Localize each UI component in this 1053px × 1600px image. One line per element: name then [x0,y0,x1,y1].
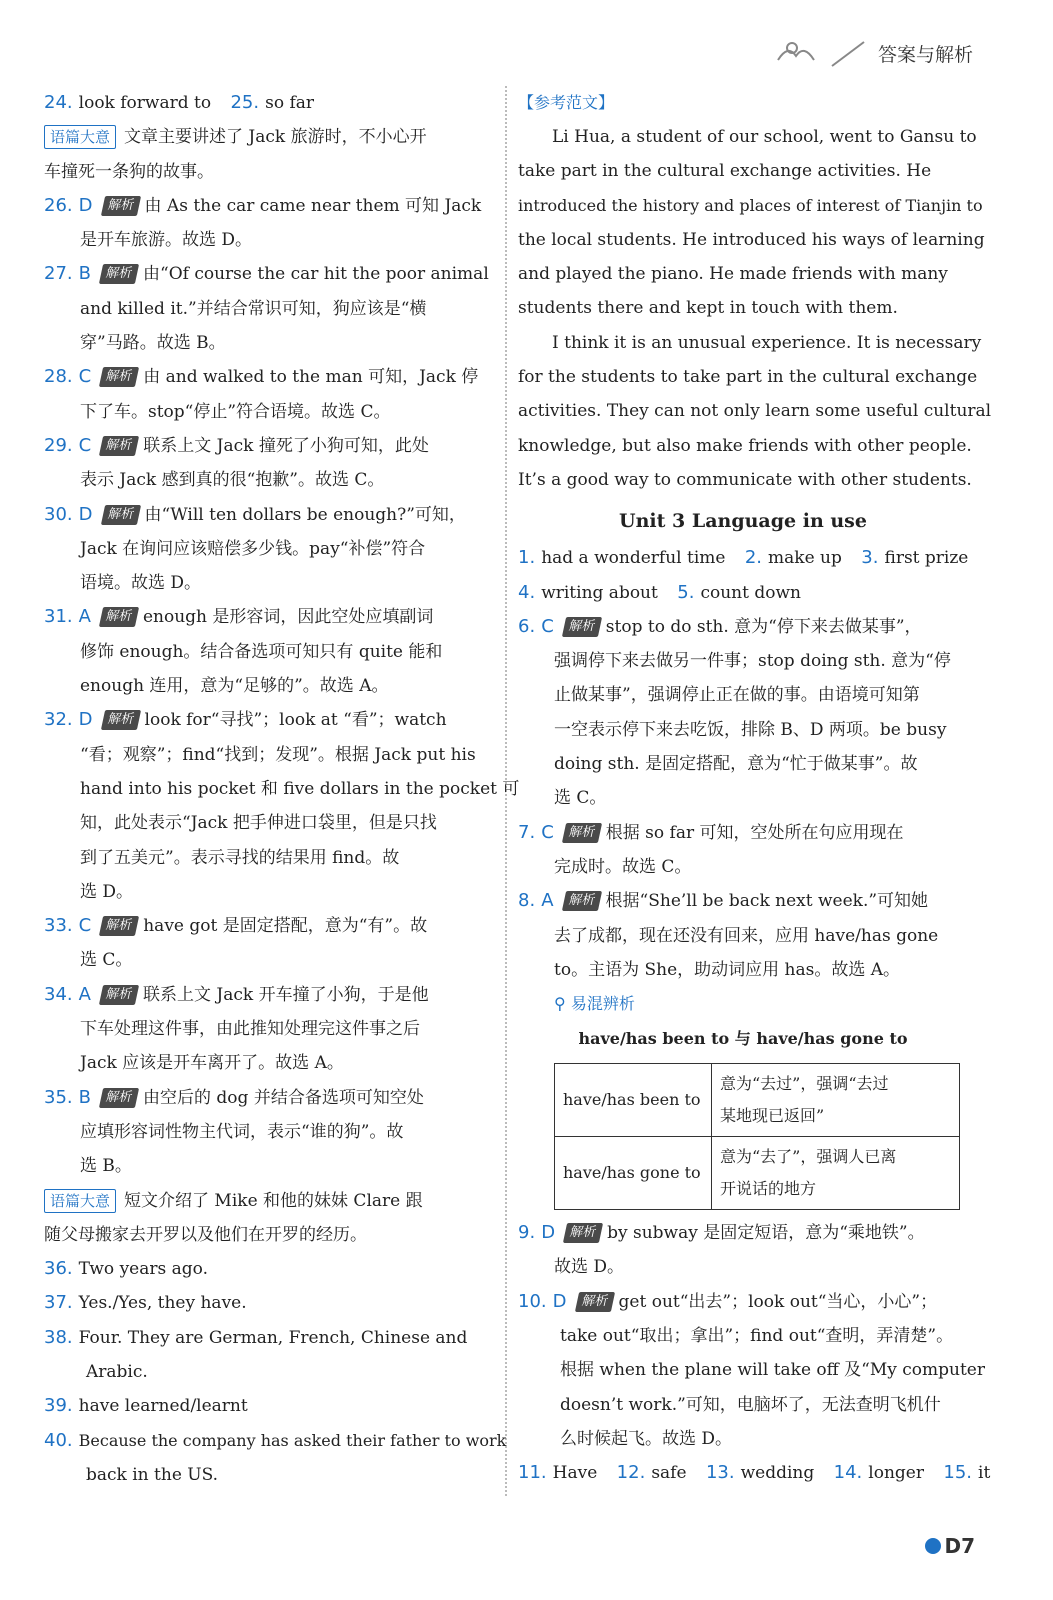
q-answer: B [78,263,91,285]
answer-text: Four. They are German, French, Chinese and [78,1327,468,1348]
analysis-badge: 解析 [100,505,140,525]
q39 [44,1389,494,1423]
explanation-line: to。主语为 She，助动词应用 has。故选 A。 [554,959,901,980]
analysis-badge: 解析 [99,916,139,936]
explanation-line: 应填形容词性物主代词，表示“谁的狗”。故 [80,1121,404,1142]
table-cell-value [712,1064,960,1137]
analysis-badge: 解析 [99,985,139,1005]
explanation-line: 一空表示停下来去吃饭，排除 B、D 两项。be busy [554,719,947,740]
explanation-line: have got 是固定搭配，意为“有”。故 [143,916,428,937]
explanation-line: 由空后的 dog 并结合备选项可知空处 [143,1087,424,1108]
answer-text: Arabic. [86,1361,148,1382]
explanation-line: 止做某事”，强调停止正在做的事。由语境可知第 [554,685,920,706]
reference-essay-title: 【参考范文】 [518,93,615,112]
cell-line: 开说话的地方 [720,1179,817,1199]
q-number: 7. [518,821,536,843]
explanation-line: 选 C。 [80,950,133,971]
q-number: 1. [518,547,536,569]
answer-text: have learned/learnt [78,1396,248,1417]
explanation-line: 故选 D。 [554,1257,625,1278]
explanation-line: Jack 应该是开车离开了。故选 A。 [80,1053,344,1074]
essay-line: Li Hua, a student of our school, went to Gansu to [552,127,977,147]
explanation-line: stop to do sth. 意为“停下来去做某事”， [605,616,922,637]
analysis-badge: 解析 [99,436,139,456]
cell-line: 意为“去过”，强调“去过 [720,1074,889,1094]
q-number: 32. [44,709,73,731]
q-number: 34. [44,983,73,1005]
q-number: 37. [44,1292,73,1314]
q-answer: A [78,983,91,1005]
summary-1 [44,120,494,154]
q-answer: D [78,709,93,731]
q-number: 15. [943,1462,973,1484]
explanation-line: hand into his pocket 和 five dollars in the pocket 可 [80,778,520,799]
answer-text: had a wonderful time [541,548,726,569]
explanation-line: 根据 when the plane will take off 及“My computer [560,1360,985,1381]
q-number: 39. [44,1395,73,1417]
explanation-line: 选 B。 [80,1156,132,1177]
answer-text: Yes./Yes, they have. [78,1293,247,1314]
explanation-line: 修饰 enough。结合备选项可知只有 quite 能和 [80,641,443,662]
q35 [44,1081,494,1115]
q-number: 13. [705,1462,735,1484]
q7 [518,816,968,850]
essay-line: activities. They can not only learn some useful cultural [518,401,992,422]
answers-11-15 [518,1456,991,1490]
analysis-badge: 解析 [99,607,139,627]
analysis-badge: 解析 [563,1223,603,1243]
analysis-badge: 解析 [99,1088,139,1108]
q25-number: 25. [230,92,260,113]
explanation-line: 由“Of course the car hit the poor animal [143,264,489,285]
q9 [518,1216,968,1250]
q40 [44,1424,507,1458]
explanation-line: 穿”马路。故选 B。 [80,333,226,354]
analysis-badge: 解析 [99,367,139,387]
essay-line: I think it is an unusual experience. It is necessary [552,332,982,353]
q36 [44,1252,494,1286]
cell-line: 意为“去了”，强调人已离 [720,1147,897,1167]
essay-line: students there and kept in touch with them. [518,298,898,319]
explanation-line: take out“取出；拿出”；find out“查明，弄清楚”。 [560,1326,954,1347]
q-number: 31. [44,606,73,628]
q-answer: A [541,890,554,912]
explanation-line: 由 and walked to the man 可知，Jack 停 [143,367,479,388]
q-number: 12. [616,1462,646,1484]
summary-line: 短文介绍了 Mike 和他的妹妹 Clare 跟 [124,1190,423,1211]
explanation-line: 到了五美元”。表示寻找的结果用 find。故 [80,847,400,868]
summary-label: 语篇大意 [44,125,116,149]
table-title: have/has been to 与 have/has gone to [578,1029,908,1049]
explanation-line: 选 C。 [554,788,607,809]
q-number: 28. [44,366,73,388]
q31 [44,600,494,634]
answer-text: Have [552,1463,598,1484]
q-answer: D [78,503,93,525]
page-marker-dot [925,1538,941,1554]
q-answer: C [541,615,554,637]
explanation-line: 么时候起飞。故选 D。 [560,1428,733,1449]
summary-label: 语篇大意 [44,1189,116,1213]
q-number: 4. [518,581,536,603]
explanation-line: 下车处理这件事，由此推知处理完这件事之后 [80,1019,420,1040]
q38 [44,1321,494,1355]
answer-text: back in the US. [86,1464,219,1485]
q-answer: B [78,1086,91,1108]
q-number: 26. [44,194,73,216]
essay-line: It’s a good way to communicate with other students. [518,469,972,490]
explanation-line: 去了成都，现在还没有回来，应用 have/has gone [554,925,939,946]
analysis-badge: 解析 [100,710,140,730]
explanation-line: doesn’t work.”可知，电脑坏了，无法查明飞机什 [560,1394,941,1415]
q-number: 36. [44,1258,73,1280]
q34 [44,978,494,1012]
explanation-line: 由 As the car came near them 可知 Jack [144,195,482,216]
q-answer: C [78,366,92,388]
confusion-heading [518,987,968,1021]
q-number: 5. [677,581,695,603]
explanation-line: 强调停下来去做另一件事；stop doing sth. 意为“停 [554,651,951,672]
q-answer: C [78,434,92,456]
q37 [44,1286,494,1320]
answer-text: wedding [740,1463,815,1484]
q26 [44,189,494,223]
explanation-line: enough 是形容词，因此空处应填副词 [142,607,434,628]
confusion-icon: ⚲ [554,994,566,1014]
q-number: 9. [518,1222,536,1244]
table-row [555,1064,960,1137]
explanation-line: 语境。故选 D。 [80,573,202,594]
q-number: 10. [518,1290,547,1312]
explanation-line: look for“寻找”；look at “看”；watch [144,710,447,731]
explanation-line: by subway 是固定短语，意为“乘地铁”。 [607,1223,925,1244]
q-number: 14. [833,1462,863,1484]
q32 [44,703,494,737]
q-number: 3. [861,547,879,569]
q-number: 40. [44,1429,73,1451]
q29 [44,429,494,463]
q33 [44,909,494,943]
q-number: 11. [518,1462,547,1484]
page-number: D7 [944,1534,975,1558]
header-title: 答案与解析 [877,43,973,66]
explanation-line: doing sth. 是固定搭配，意为“忙于做某事”。故 [554,754,918,775]
explanation-line: 表示 Jack 感到真的很“抱歉”。故选 C。 [80,470,385,491]
table-cell-value [712,1137,960,1210]
right-column [518,86,992,1491]
comparison-table [554,1063,960,1210]
analysis-badge: 解析 [99,264,139,284]
q8 [518,884,968,918]
q27 [44,257,494,291]
q25-text: so far [265,93,315,113]
explanation-line: 根据“She’ll be back next week.”可知她 [605,891,929,912]
essay-line: for the students to take part in the cultural exchange [518,367,978,388]
explanation-line: 是开车旅游。故选 D。 [80,230,253,251]
summary-line: 车撞死一条狗的故事。 [44,161,214,182]
q24-number: 24. [44,92,73,113]
q-answer: D [541,1222,556,1244]
answer-text: longer [868,1463,924,1484]
q-number: 2. [744,547,763,569]
explanation-line: 联系上文 Jack 撞死了小狗可知，此处 [143,435,429,456]
explanation-line: 完成时。故选 C。 [554,856,692,877]
q-answer: C [78,915,92,937]
q-number: 30. [44,503,73,525]
explanation-line: “看；观察”；find“找到；发现”。根据 Jack put his [80,744,476,765]
answers-1-3 [518,541,968,575]
essay-line: introduced the history and places of interest of Tianjin to [518,195,983,215]
unit-title: Unit 3 Language in use [619,510,867,533]
essay-line: knowledge, but also make friends with other people. [518,435,972,456]
essay-line: and played the piano. He made friends with many [518,264,948,285]
answer-text: it [978,1463,991,1484]
answer-text: count down [700,582,801,603]
explanation-line: and killed it.”并结合常识可知，狗应该是“横 [80,298,427,319]
q28 [44,360,494,394]
explanation-line: 根据 so far 可知，空处所在句应用现在 [605,822,904,843]
q-number: 38. [44,1326,73,1348]
q-number: 6. [518,615,536,637]
essay-line: take part in the cultural exchange activities. He [518,161,932,182]
q-answer: C [541,821,554,843]
answer-24-25 [44,86,494,120]
analysis-badge: 解析 [561,891,601,911]
q10 [518,1285,968,1319]
q-number: 35. [44,1086,73,1108]
answer-text: Two years ago. [78,1259,208,1280]
summary-line: 随父母搬家去开罗以及他们在开罗的经历。 [44,1224,367,1245]
q24-text: look forward to [78,93,212,113]
analysis-badge: 解析 [574,1292,614,1312]
q-answer: D [78,194,93,216]
answers-4-5 [518,576,968,610]
explanation-line: 知，此处表示“Jack 把手伸进口袋里，但是只找 [80,813,437,834]
summary-line: 文章主要讲述了 Jack 旅游时，不小心开 [124,127,427,148]
answer-text: safe [651,1463,687,1484]
confusion-label: 易混辨析 [570,994,635,1014]
answer-text: make up [768,548,842,569]
q-number: 29. [44,434,73,456]
cell-line: 某地现已返回” [720,1106,825,1126]
left-column [44,86,520,1492]
q-number: 27. [44,263,73,285]
explanation-line: 选 D。 [80,881,134,902]
slash-icon [828,38,868,68]
summary-2 [44,1184,494,1218]
explanation-line: get out“出去”；look out“当心，小心”； [618,1291,938,1312]
explanation-line: 由“Will ten dollars be enough?”可知， [144,504,466,525]
q30 [44,498,494,532]
analysis-badge: 解析 [100,196,140,216]
answer-text: first prize [884,548,969,569]
q-number: 33. [44,915,73,937]
q-number: 8. [518,890,536,912]
explanation-line: 下了车。stop“停止”符合语境。故选 C。 [80,401,391,422]
answer-text: writing about [541,582,658,603]
page-header [774,38,973,68]
answer-text: Because the company has asked their father to work [78,1430,507,1450]
analysis-badge: 解析 [562,617,602,637]
essay-line: the local students. He introduced his ways of learning [518,229,985,250]
table-cell-key: have/has gone to [555,1137,712,1210]
q-answer: A [78,606,91,628]
analysis-badge: 解析 [562,823,602,843]
table-row [555,1137,960,1210]
q-answer: D [552,1290,567,1312]
q6 [518,610,968,644]
book-logo-icon [774,38,818,68]
explanation-line: 联系上文 Jack 开车撞了小狗，于是他 [142,984,429,1005]
explanation-line: enough 连用，意为“足够的”。故选 A。 [80,676,389,697]
table-cell-key: have/has been to [555,1064,712,1137]
explanation-line: Jack 在询问应该赔偿多少钱。pay“补偿”符合 [80,538,426,559]
